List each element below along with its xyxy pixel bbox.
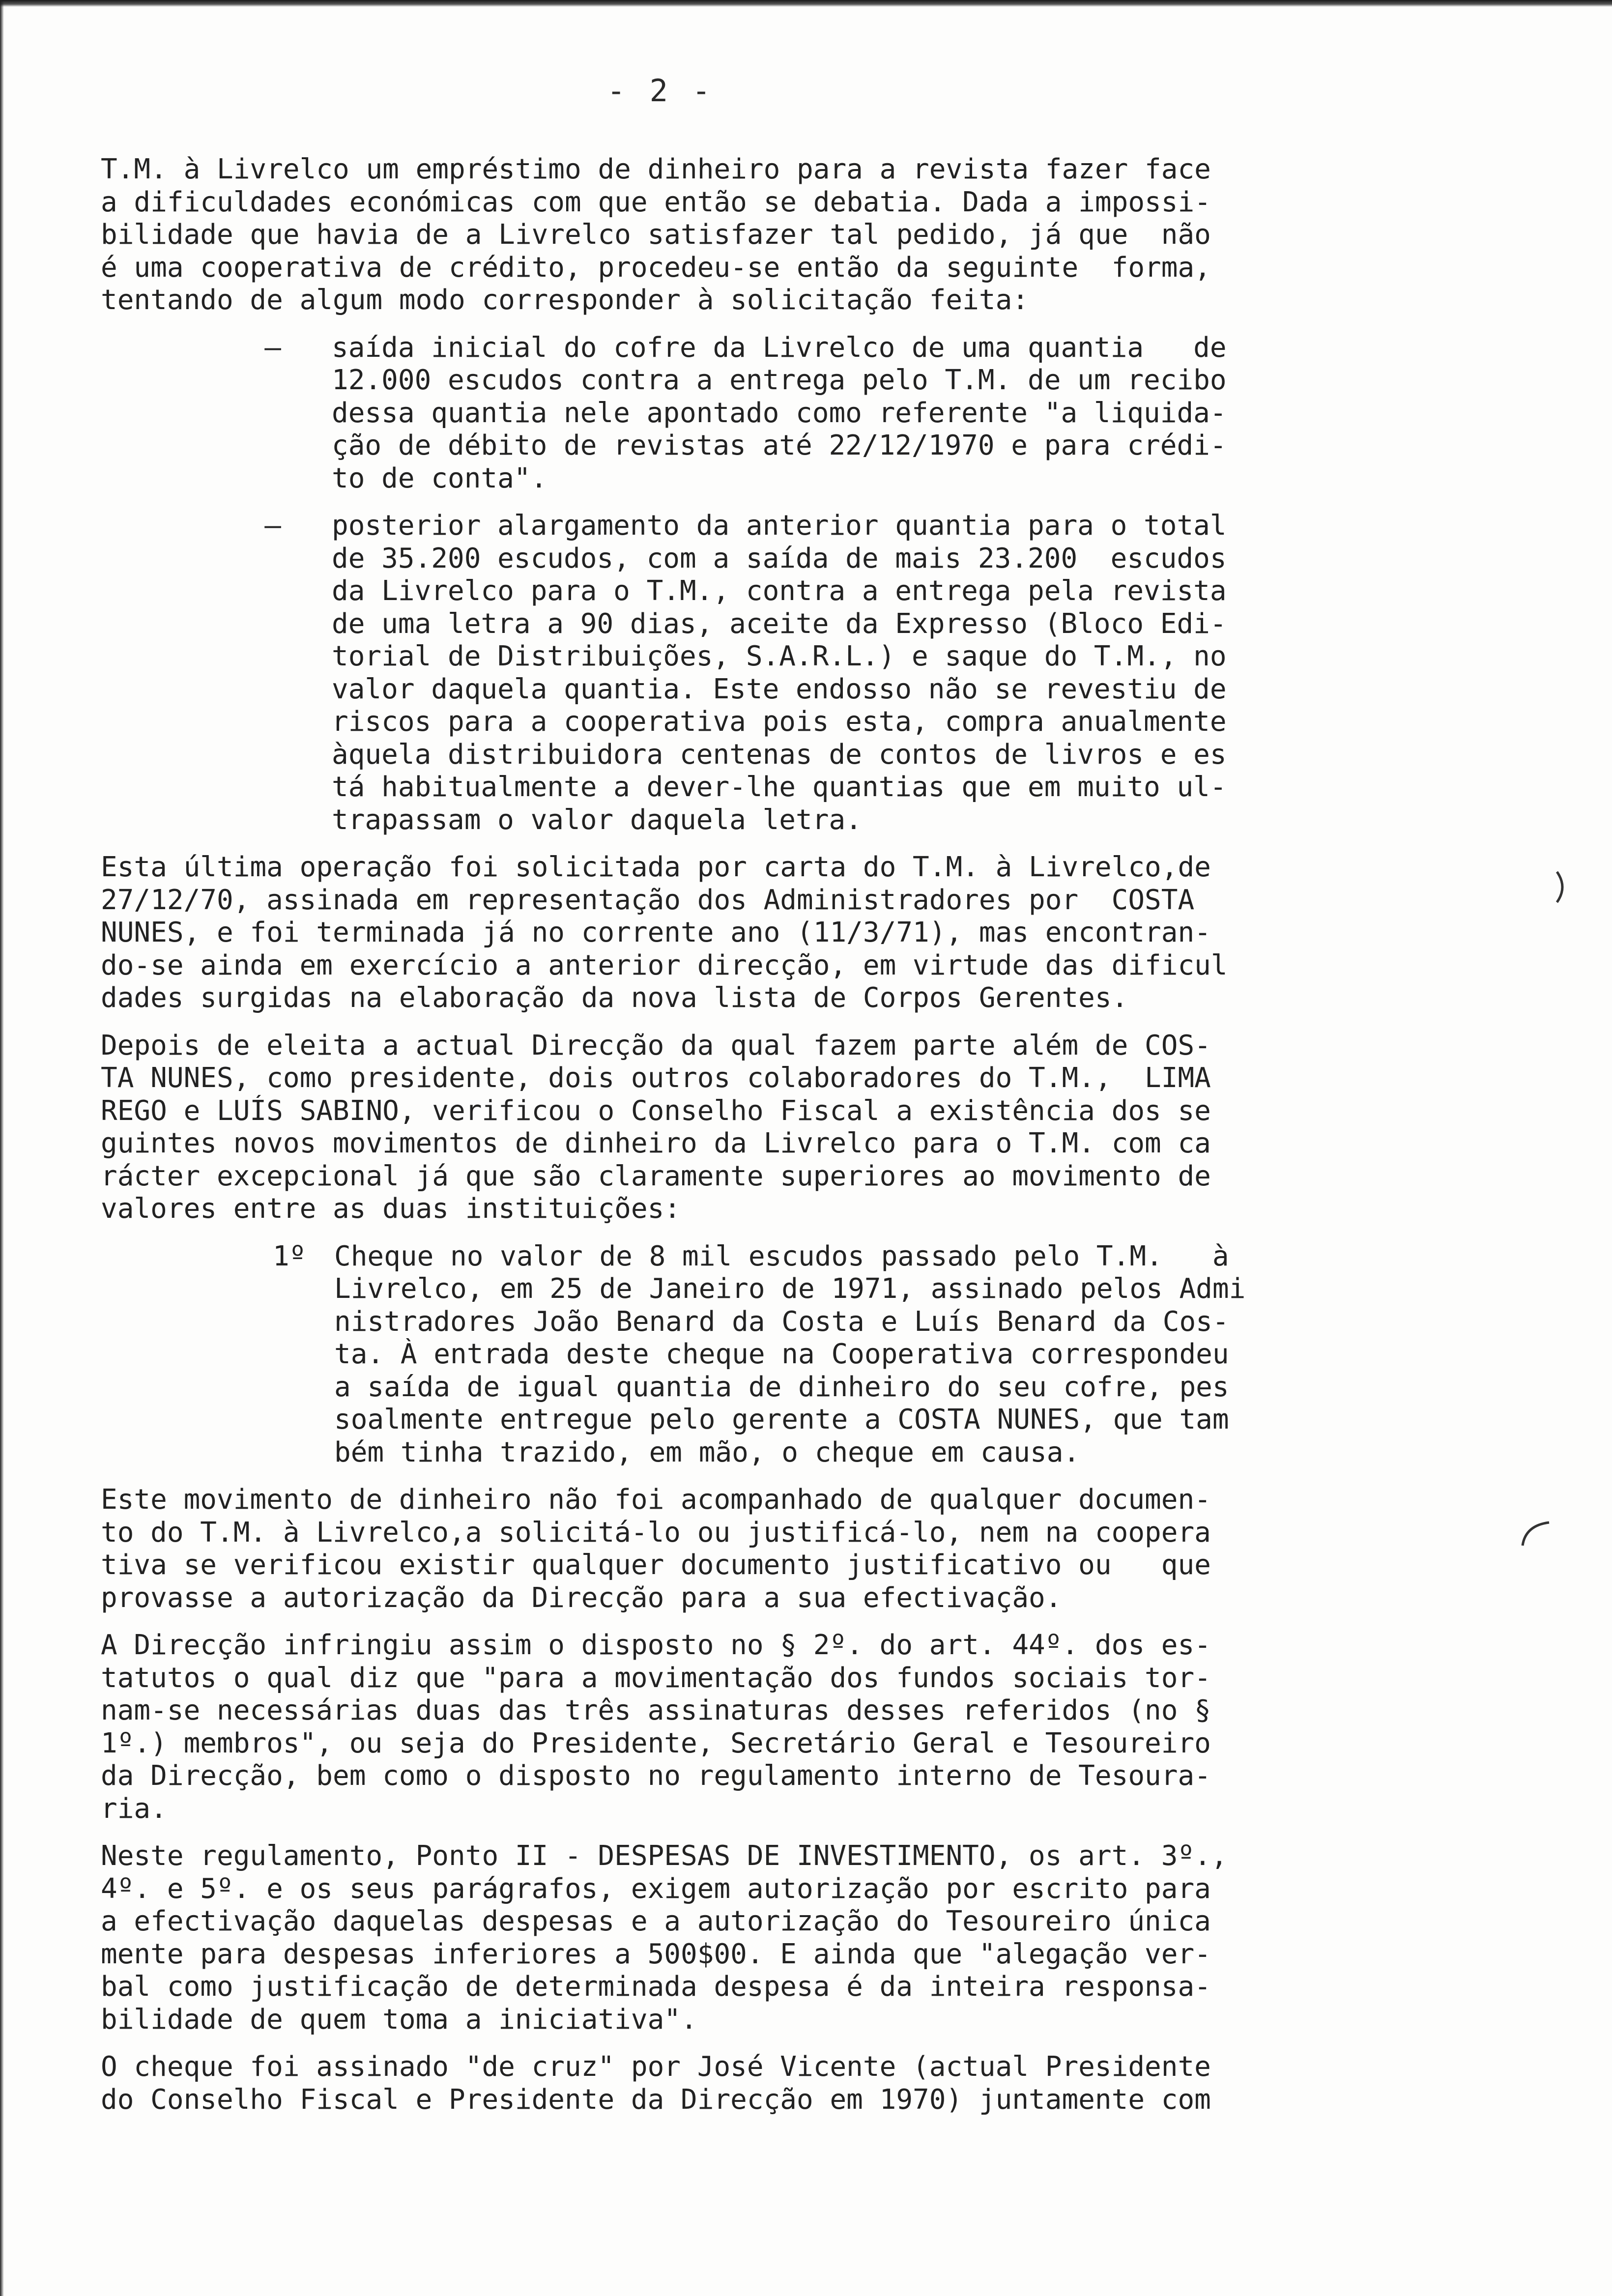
text-line: provasse a autorização da Direcção para a sua efectivação. [101,1581,1062,1614]
paragraph-depois [101,1030,1300,1226]
text-line: ria. [101,1792,167,1825]
text-line: 12.000 escudos contra a entrega pelo T.M. de um recibo [332,364,1227,396]
text-line: Livrelco, em 25 de Janeiro de 1971, assinado pelos Admi [334,1273,1246,1305]
document-body [101,153,1300,2131]
text-line: to do T.M. à Livrelco,a solicitá-lo ou justificá-lo, nem na coopera [101,1516,1211,1549]
numbered-list-item [101,1240,1300,1469]
paragraph-esta [101,851,1300,1015]
text-line: TA NUNES, como presidente, dois outros colaboradores do T.M., LIMA [101,1062,1211,1094]
text-line: tá habitualmente a dever-lhe quantias que em muito ul- [332,771,1227,803]
text-line: ta. À entrada deste cheque na Cooperativa correspondeu [334,1338,1229,1370]
text-line: a saída de igual quantia de dinheiro do seu cofre, pes [334,1371,1229,1403]
dash-marker: — [264,510,281,542]
text-line: torial de Distribuições, S.A.R.L.) e saque do T.M., no [332,640,1227,672]
text-line: Cheque no valor de 8 mil escudos passado pelo T.M. à [334,1240,1229,1272]
paragraph-neste [101,1840,1300,2036]
text-line: Depois de eleita a actual Direcção da qual fazem parte além de COS- [101,1029,1211,1062]
text-line: Este movimento de dinheiro não foi acompanhado de qualquer documen- [101,1484,1211,1516]
text-line: bilidade de quem toma a iniciativa". [101,2003,697,2036]
paragraph-infringiu [101,1629,1300,1825]
text-line: REGO e LUÍS SABINO, verificou o Conselho Fiscal a existência dos se [101,1094,1211,1127]
text-line: 4º. e 5º. e os seus parágrafos, exigem autorização por escrito para [101,1872,1211,1905]
text-line: A Direcção infringiu assim o disposto no § 2º. do art. 44º. dos es- [101,1629,1211,1661]
text-line: riscos para a cooperativa pois esta, compra anualmente [332,706,1227,738]
text-line: dessa quantia nele apontado como referente "a liquida- [332,397,1227,429]
paragraph-intro [101,153,1300,317]
text-line: O cheque foi assinado "de cruz" por José Vicente (actual Presidente [101,2051,1211,2083]
text-line: é uma cooperativa de crédito, procedeu-se então da seguinte forma, [101,251,1211,284]
text-line: mente para despesas inferiores a 500$00. E ainda que "alegação ver- [101,1938,1211,1970]
text-line: nam-se necessárias duas das três assinaturas desses referidos (no § [101,1694,1211,1726]
text-line: bém tinha trazido, em mão, o cheque em causa. [334,1436,1080,1468]
text-line: ção de débito de revistas até 22/12/1970 e para crédi- [332,430,1227,461]
text-line: saída inicial do cofre da Livrelco de uma quantia de [332,331,1227,364]
text-line: 27/12/70, assinada em representação dos Administradores por COSTA [101,884,1195,916]
number-marker: 1º [273,1240,306,1272]
paragraph-movimento [101,1484,1300,1614]
text-line: nistradores João Benard da Costa e Luís Benard da Cos- [334,1305,1229,1338]
dash-list-item [101,332,1300,495]
scan-top-edge [0,0,1612,7]
text-line: NUNES, e foi terminada já no corrente ano (11/3/71), mas encontran- [101,917,1211,948]
text-line: tiva se verificou existir qualquer documento justificativo ou que [101,1549,1211,1581]
text-line: de 35.200 escudos, com a saída de mais 23.200 escudos [332,542,1227,574]
dash-list-item [101,510,1300,836]
text-line: a efectivação daquelas despesas e a autorização do Tesoureiro única [101,1905,1211,1937]
text-line: valores entre as duas instituições: [101,1193,681,1225]
paragraph-cheque [101,2051,1300,2116]
text-line: a dificuldades económicas com que então se debatia. Dada a impossi- [101,186,1211,218]
text-line: do Conselho Fiscal e Presidente da Direcção em 1970) juntamente com [101,2083,1211,2116]
scan-mark [1553,870,1573,904]
text-line: da Livrelco para o T.M., contra a entrega pela revista [332,575,1227,607]
text-line: to de conta". [332,462,547,494]
page-number: - 2 - [607,73,714,109]
text-line: T.M. à Livrelco um empréstimo de dinheiro para a revista fazer face [101,153,1211,185]
text-line: de uma letra a 90 dias, aceite da Expresso (Bloco Edi- [332,607,1227,640]
scan-mark [1519,1519,1553,1548]
text-line: soalmente entregue pelo gerente a COSTA NUNES, que tam [334,1404,1229,1435]
text-line: tatutos o qual diz que "para a movimentação dos fundos sociais tor- [101,1662,1211,1694]
text-line: do-se ainda em exercício a anterior direcção, em virtude das dificul [101,949,1228,981]
text-line: posterior alargamento da anterior quantia para o total [332,510,1227,542]
text-line: 1º.) membros", ou seja do Presidente, Secretário Geral e Tesoureiro [101,1727,1211,1759]
text-line: da Direcção, bem como o disposto no regulamento interno de Tesoura- [101,1760,1211,1792]
text-line: guintes novos movimentos de dinheiro da Livrelco para o T.M. com ca [101,1127,1211,1159]
text-line: Esta última operação foi solicitada por carta do T.M. à Livrelco,de [101,851,1211,883]
text-line: bilidade que havia de a Livrelco satisfazer tal pedido, já que não [101,219,1211,251]
text-line: dades surgidas na elaboração da nova lista de Corpos Gerentes. [101,982,1128,1014]
text-line: bal como justificação de determinada despesa é da inteira responsa- [101,1971,1211,2003]
text-line: rácter excepcional já que são claramente superiores ao movimento de [101,1160,1211,1192]
dash-marker: — [264,331,281,364]
text-line: valor daquela quantia. Este endosso não se revestiu de [332,673,1227,705]
text-line: tentando de algum modo corresponder à solicitação feita: [101,284,1029,316]
text-line: Neste regulamento, Ponto II - DESPESAS DE INVESTIMENTO, os art. 3º., [101,1840,1228,1872]
scan-left-edge [0,0,4,2296]
text-line: trapassam o valor daquela letra. [332,804,862,836]
text-line: àquela distribuidora centenas de contos de livros e es [332,738,1227,771]
